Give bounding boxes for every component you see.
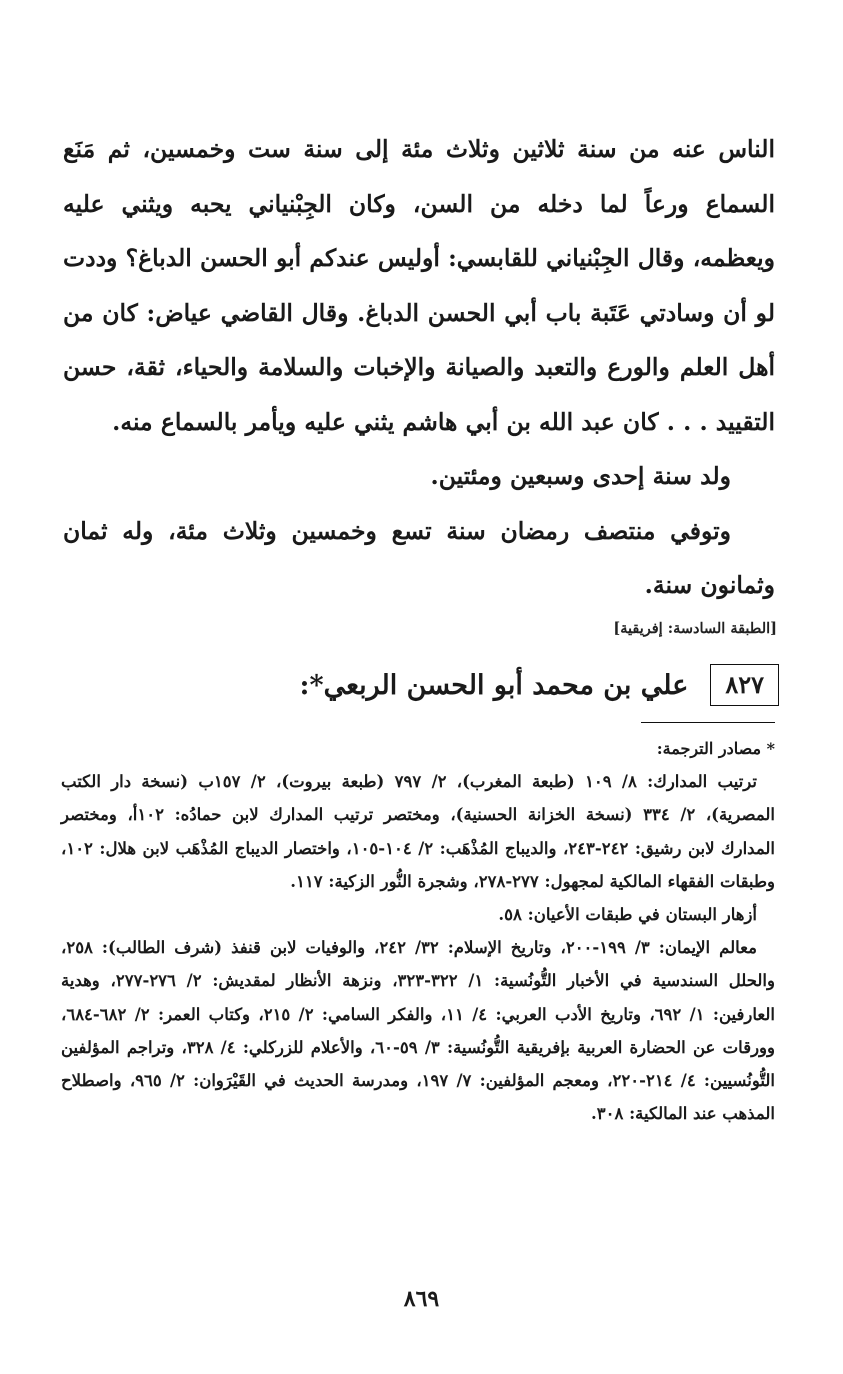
entry-title: علي بن محمد أبو الحسن الربعي*: xyxy=(299,669,689,701)
entry-number-box: ٨٢٧ xyxy=(710,664,779,706)
birth-paragraph: ولد سنة إحدى وسبعين ومئتين. xyxy=(430,462,731,490)
footnote-heading: * مصادر الترجمة: xyxy=(656,739,775,758)
entry-header xyxy=(300,664,779,706)
section-tag: [الطبقة السادسة: إفريقية] xyxy=(613,620,777,637)
death-paragraph: وتوفي منتصف رمضان سنة تسع وخمسين وثلاث مئة، وله ثمان وثمانون سنة. xyxy=(63,516,775,599)
body-paragraph: الناس عنه من سنة ثلاثين وثلاث مئة إلى سنة ست وخمسين، ثم مَنَع السماع ورعاً لما دخله من السن، وكان الجِبْنياني يحبه ويثني عليه ويعظمه، وقال الجِبْنياني للقابسي: أوليس عندكم أبو الحسن الدباغ؟ وددت لو أن وسادتي عَتَبة باب أبي الحسن الدباغ. وقال القاضي عياض: كان من أهل العلم والورع والتعبد والصيانة والإخبات والسلامة والحياء، ثقة، حسن التقييد . . . كان عبد الله بن أبي هاشم يثني عليه ويأمر بالسماع منه. xyxy=(63,135,775,436)
footnote-divider xyxy=(641,722,775,723)
page-number: ٨٦٩ xyxy=(403,1286,440,1312)
footnote-paragraph: أزهار البستان في طبقات الأعيان: ٥٨. xyxy=(498,905,757,925)
main-text xyxy=(63,122,775,613)
footnote-sources xyxy=(61,732,775,1130)
footnote-paragraph: معالم الإيمان: ٣/ ١٩٩-٢٠٠، وتاريخ الإسلام: ٣٢/ ٢٤٢، والوفيات لابن قنفذ (شرف الطالب): ٢٥٨، والحلل السندسية في الأخبار التُّونُسية: ١/ ٣٢٢-٣٢٣، ونزهة الأنظار لمقديش: ٢/ ٢٧٦-٢٧٧، وهدية العارفين: ١/ ٦٩٢، وتاريخ الأدب العربي: ٤/ ١١، والفكر السامي: ٢/ ٢١٥، وكتاب العمر: ٢/ ٦٨٢-٦٨٤، وورقات عن الحضارة العربية بإفريقية التُّونُسية: ٣/ ٥٩-٦٠، والأعلام للزركلي: ٤/ ٣٢٨، وتراجم المؤلفين التُّونُسيين: ٤/ ٢١٤-٢٢٠، ومعجم المؤلفين: ٧/ ١٩٧، ومدرسة الحديث في القَيْرَوان: ٢/ ٩٦٥، واصطلاح المذهب عند المالكية: ٣٠٨. xyxy=(61,938,775,1124)
footnote-paragraph: ترتيب المدارك: ٨/ ١٠٩ (طبعة المغرب)، ٢/ ٧٩٧ (طبعة بيروت)، ٢/ ١٥٧ب (نسخة دار الكتب المصرية)، ٢/ ٣٣٤ (نسخة الخزانة الحسنية)، ومختصر ترتيب المدارك لابن حمادُه: ١٠٢أ، ومختصر المدارك لابن رشيق: ٢٤٢-٢٤٣، والديباج المُذْهَب: ٢/ ١٠٤-١٠٥، واختصار الديباج المُذْهَب لابن هلال: ١٠٢، وطبقات الفقهاء المالكية لمجهول: ٢٧٧-٢٧٨، وشجرة النُّور الزكية: ١١٧. xyxy=(61,772,775,891)
